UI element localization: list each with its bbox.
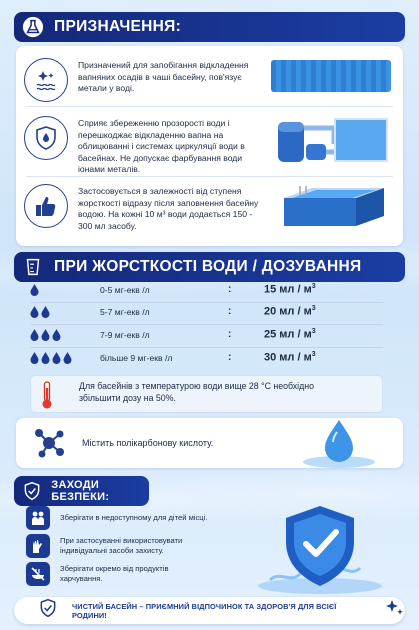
footer-banner [14,597,405,624]
hardness-range: 0-5 мг-екв /л [100,285,150,295]
water-shield-icon [24,116,68,160]
purpose-header [14,12,405,42]
purpose-title: ПРИЗНАЧЕННЯ: [54,18,182,35]
safety-text-3: Зберігати окремо від продуктів харчування. [60,563,169,583]
hardness-range: 5-7 мг-екв /л [100,307,150,317]
shield-splash-image [250,500,390,601]
drops-4 [30,352,72,364]
drops-2 [30,306,50,318]
row-colon: : [228,306,232,317]
safety-text-2: При застосуванні використовувати індивідуальні засоби захисту. [60,535,183,555]
drops-1 [30,284,39,296]
footer-text: ЧИСТИЙ БАСЕЙН – ПРИЄМНИЙ ВІДПОЧИНОК ТА ЗДОРОВ'Я ДЛЯ ВСІЄЇ РОДИНИ! [72,601,337,620]
row-colon: : [228,284,232,295]
hardness-range: 7-9 мг-екв /л [100,330,150,340]
pool-pump-image [274,114,392,166]
purpose-text-2: Сприяє збереженню прозорості води і перешкоджає відкладенню вапна на облицюванні і системах циркуляції води в басейнах. Не допускає фарбування води іонами металів. [78,118,245,175]
measuring-cup-icon [20,254,46,280]
dose-value: 30 мл / $м^3$ [264,351,316,364]
hardness-range: більше 9 мг-екв /л [100,353,173,363]
row-colon: : [228,352,232,363]
row-divider [30,324,383,325]
gloves-icon [26,534,50,558]
safety-header [14,476,149,506]
molecule-icon [30,424,68,467]
row-divider [30,347,383,348]
shield-check-icon [20,478,43,504]
drops-3 [30,329,61,341]
feature-text: Містить полікарбонову кислоту. [82,438,214,448]
row-colon: : [228,329,232,340]
feature-card [16,418,403,468]
purpose-text-1: Призначений для запобігання відкладення вапняних осадів в чаші басейну, пов'язує метали у воді. [78,60,249,94]
no-food-icon [26,562,50,586]
safety-item-children [26,506,210,530]
temperature-note-text: Для басейнів з температурою води вище 28 °С необхідно збільшити дозу на 50%. [79,381,315,403]
safety-item-food [26,562,210,586]
safety-item-gloves [26,534,210,558]
sparkle-waves-icon [24,58,68,102]
temperature-note [30,375,383,413]
row-divider [30,302,383,303]
water-drop-image [294,414,384,475]
safety-text-1: Зберігати в недоступному для дітей місці. [60,512,208,522]
dose-value: 20 мл / $м^3$ [264,305,316,318]
safety-title: ЗАХОДИ БЕЗПЕКИ: [51,479,110,503]
dosage-title: ПРИ ЖОРСТКОСТІ ВОДИ / ДОЗУВАННЯ [54,258,362,275]
flask-icon [20,14,46,40]
dosage-header [14,252,405,282]
purpose-text-3: Застосовується в залежності від ступеня жорсткості відразу після заповнення басейну водою. На кожні 10 м³ води додається 150 - 300 мл засобу. [78,186,259,231]
pool-image [278,184,390,228]
children-icon [26,506,50,530]
footer-shield-icon [38,598,58,623]
thumbs-up-icon [24,184,68,228]
dose-value: 15 мл / $м^3$ [264,283,316,296]
sparkle-icon [383,598,405,623]
purpose-card [16,46,403,246]
pool-tiles-image [271,60,391,92]
thermometer-icon [39,380,55,415]
dose-value: 25 мл / $м^3$ [264,328,316,341]
